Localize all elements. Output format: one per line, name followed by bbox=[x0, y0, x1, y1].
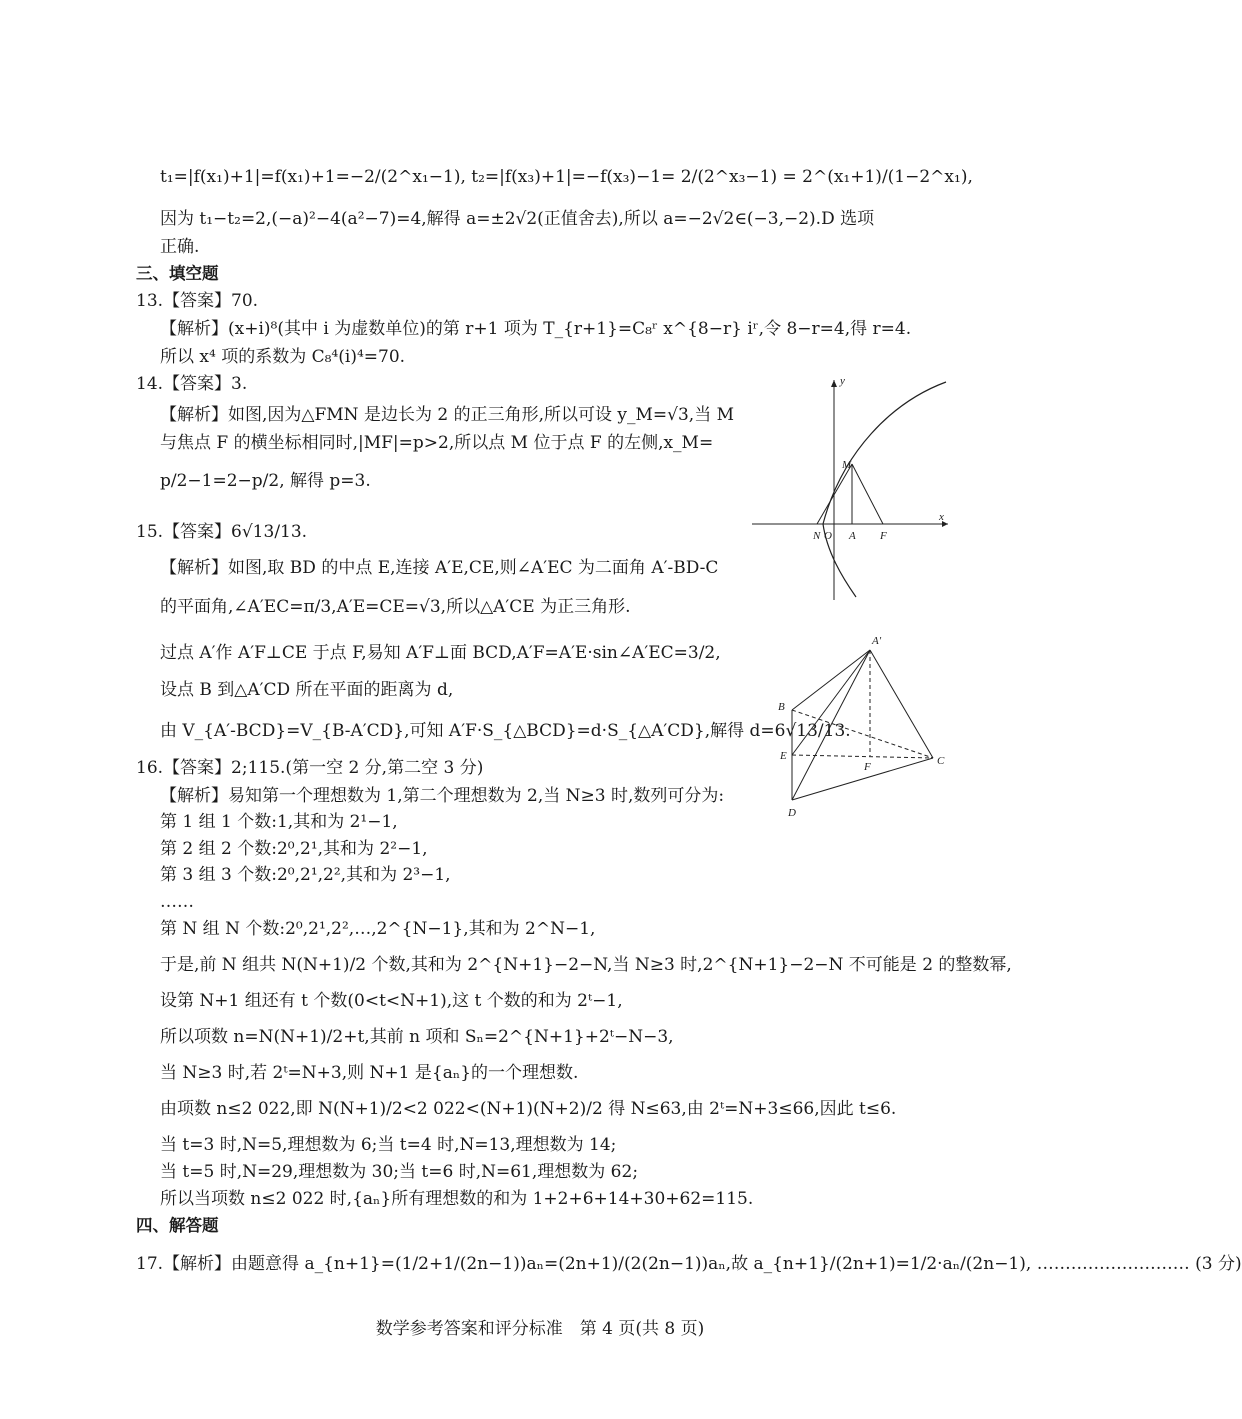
analysis-16-line1: 【解析】易知第一个理想数为 1,第二个理想数为 2,当 N≥3 时,数列可分为: bbox=[160, 786, 725, 806]
section-solutions: 四、解答题 bbox=[136, 1216, 219, 1235]
label-F: F bbox=[864, 761, 871, 773]
section-fill-blank: 三、填空题 bbox=[136, 264, 219, 283]
analysis-15-line1: 【解析】如图,取 BD 的中点 E,连接 A′E,CE,则∠A′EC 为二面角 A′-BD-C bbox=[160, 558, 719, 578]
analysis-16-line11: 由项数 n≤2 022,即 N(N+1)/2<2 022<(N+1)(N+2)/2 得 N≤63,由 2ᵗ=N+3≤66,因此 t≤6. bbox=[160, 1099, 897, 1119]
label-y: y bbox=[840, 375, 845, 387]
analysis-16-line13: 当 t=5 时,N=29,理想数为 30;当 t=6 时,N=61,理想数为 62; bbox=[160, 1162, 639, 1182]
analysis-15-line2: 的平面角,∠A′EC=π/3,A′E=CE=√3,所以△A′CE 为正三角形. bbox=[160, 597, 631, 617]
answer-13: 13.【答案】70. bbox=[136, 291, 259, 311]
analysis-16-line9: 所以项数 n=N(N+1)/2+t,其前 n 项和 Sₙ=2^{N+1}+2ᵗ−N−3, bbox=[160, 1027, 674, 1047]
answer-15: 15.【答案】6√13/13. bbox=[136, 522, 308, 542]
label-x: x bbox=[939, 511, 944, 523]
label-O: O bbox=[824, 530, 832, 542]
label-A: A bbox=[849, 530, 856, 542]
edge-A-E bbox=[792, 650, 870, 755]
analysis-17-line1: 17.【解析】由题意得 a_{n+1}=(1/2+1/(2n−1))aₙ=(2n+1)/(2(2n−1))aₙ,故 a_{n+1}/(2n+1)=1/2·aₙ/(2n−1), ……………………… (3 分) bbox=[136, 1254, 1242, 1274]
edge-D-C bbox=[792, 758, 933, 800]
analysis-14-line2: 与焦点 F 的横坐标相同时,|MF|=p>2,所以点 M 位于点 F 的左侧,x_M= bbox=[160, 433, 714, 453]
analysis-13-line2: 所以 x⁴ 项的系数为 C₈⁴(i)⁴=70. bbox=[160, 347, 406, 367]
line-t1-t2: t₁=|f(x₁)+1|=f(x₁)+1=−2/(2^x₁−1), t₂=|f(x₃)+1|=−f(x₃)−1= 2/(2^x₃−1) = 2^(x₁+1)/(1−2^x₁), bbox=[160, 167, 973, 187]
label-B: B bbox=[778, 701, 785, 713]
line-correct: 正确. bbox=[160, 237, 200, 257]
analysis-16-group3: 第 3 组 3 个数:2⁰,2¹,2²,其和为 2³−1, bbox=[160, 865, 451, 885]
analysis-16-ellipsis: …… bbox=[160, 892, 194, 912]
edge-A-C bbox=[870, 650, 933, 758]
answer-16: 16.【答案】2;115.(第一空 2 分,第二空 3 分) bbox=[136, 758, 484, 778]
answer-14: 14.【答案】3. bbox=[136, 374, 248, 394]
analysis-13-line1: 【解析】(x+i)⁸(其中 i 为虚数单位)的第 r+1 项为 T_{r+1}=C₈ʳ x^{8−r} iʳ,令 8−r=4,得 r=4. bbox=[160, 319, 912, 339]
label-D: D bbox=[788, 807, 796, 819]
analysis-16-line10: 当 N≥3 时,若 2ᵗ=N+3,则 N+1 是{aₙ}的一个理想数. bbox=[160, 1063, 579, 1083]
label-E: E bbox=[780, 750, 787, 762]
y-axis-arrow bbox=[831, 380, 837, 387]
analysis-16-line14: 所以当项数 n≤2 022 时,{aₙ}所有理想数的和为 1+2+6+14+30+62=115. bbox=[160, 1189, 754, 1209]
edge-A-B bbox=[792, 650, 870, 710]
analysis-16-line7: 于是,前 N 组共 N(N+1)/2 个数,其和为 2^{N+1}−2−N,当 N≥3 时,2^{N+1}−2−N 不可能是 2 的整数幂, bbox=[160, 955, 1012, 975]
analysis-15-line5: 由 V_{A′-BCD}=V_{B-A′CD},可知 A′F·S_{△BCD}=d·S_{△A′CD},解得 d=6√13/13. bbox=[160, 721, 851, 741]
line-because-t1-t2: 因为 t₁−t₂=2,(−a)²−4(a²−7)=4,解得 a=±2√2(正值舍去),所以 a=−2√2∈(−3,−2).D 选项 bbox=[160, 209, 875, 229]
segment-MF bbox=[852, 464, 883, 524]
analysis-14-line3: p/2−1=2−p/2, 解得 p=3. bbox=[160, 471, 371, 491]
label-C: C bbox=[937, 755, 945, 767]
tetrahedron-figure bbox=[770, 630, 955, 825]
edge-B-C bbox=[792, 710, 933, 758]
label-N: N bbox=[813, 530, 821, 542]
segment-E-C bbox=[792, 755, 933, 758]
analysis-16-group2: 第 2 组 2 个数:2⁰,2¹,其和为 2²−1, bbox=[160, 839, 428, 859]
parabola-curve bbox=[823, 382, 946, 597]
analysis-15-line4: 设点 B 到△A′CD 所在平面的距离为 d, bbox=[160, 680, 454, 700]
analysis-14-line1: 【解析】如图,因为△FMN 是边长为 2 的正三角形,所以可设 y_M=√3,当 M bbox=[160, 405, 735, 425]
analysis-16-line12: 当 t=3 时,N=5,理想数为 6;当 t=4 时,N=13,理想数为 14; bbox=[160, 1135, 617, 1155]
label-F: F bbox=[880, 530, 887, 542]
analysis-15-line3: 过点 A′作 A′F⊥CE 于点 F,易知 A′F⊥面 BCD,A′F=A′E·sin∠A′EC=3/2, bbox=[160, 643, 721, 663]
page-footer: 数学参考答案和评分标准 第 4 页(共 8 页) bbox=[375, 1319, 705, 1339]
analysis-16-line8: 设第 N+1 组还有 t 个数(0<t<N+1),这 t 个数的和为 2ᵗ−1, bbox=[160, 991, 623, 1011]
analysis-16-groupN: 第 N 组 N 个数:2⁰,2¹,2²,…,2^{N−1},其和为 2^N−1, bbox=[160, 919, 596, 939]
label-M: M bbox=[842, 459, 852, 471]
analysis-16-group1: 第 1 组 1 个数:1,其和为 2¹−1, bbox=[160, 812, 398, 832]
edge-A-D bbox=[792, 650, 870, 800]
parabola-figure bbox=[752, 372, 952, 602]
label-A-prime: A′ bbox=[872, 635, 882, 647]
